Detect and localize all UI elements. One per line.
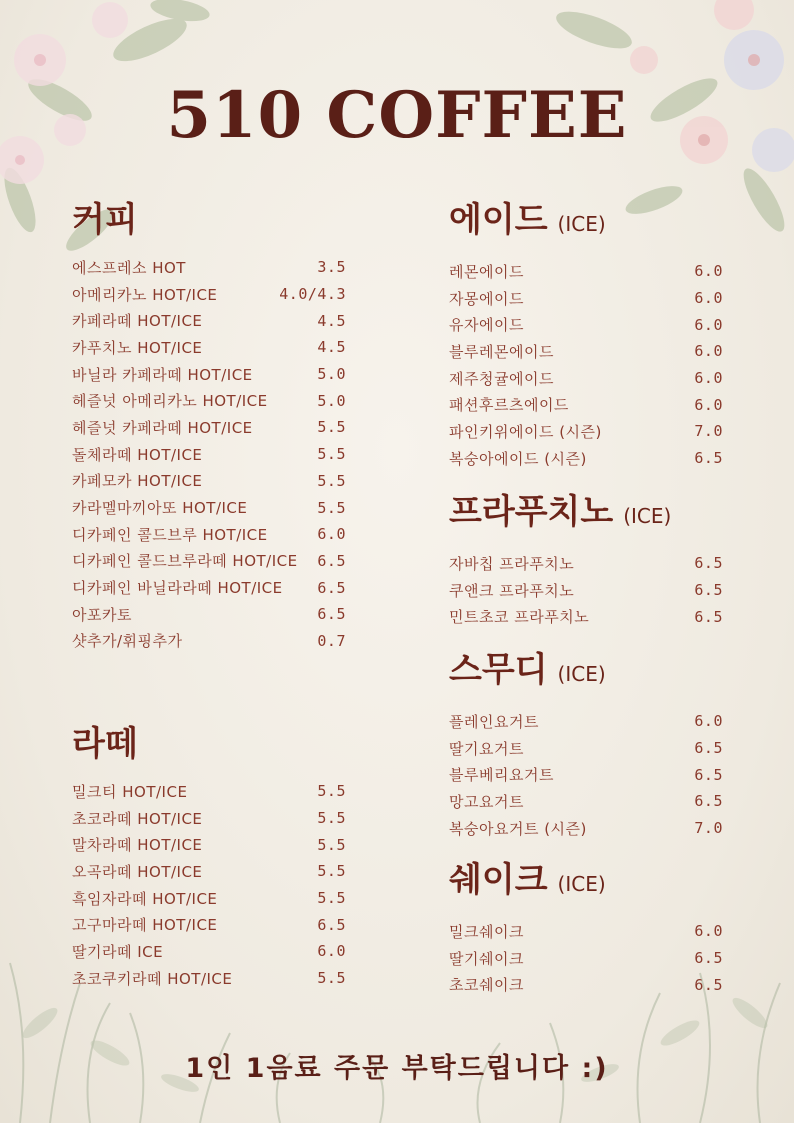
section-ade — [449, 200, 723, 472]
menu-item — [72, 441, 346, 468]
section-heading-text: 스무디 — [449, 650, 548, 690]
item-name: 블루레몬에이드 — [449, 342, 554, 361]
item-name: 디카페인 바닐라라떼 HOT/ICE — [72, 579, 283, 598]
item-price: 6.5 — [317, 915, 346, 934]
item-name: 민트초코 프라푸치노 — [449, 608, 590, 627]
item-name: 제주청귤에이드 — [449, 369, 554, 388]
menu-item — [72, 911, 346, 938]
item-name: 에스프레소 HOT — [72, 258, 186, 277]
item-name: 아포카토 — [72, 605, 132, 624]
menu-item — [449, 735, 723, 762]
section-subtitle: (ICE) — [557, 212, 606, 236]
menu-item — [72, 601, 346, 628]
section-heading-text: 에이드 — [449, 200, 548, 240]
item-name: 헤즐넛 카페라떼 HOT/ICE — [72, 418, 253, 437]
menu-item — [449, 391, 723, 418]
item-price: 6.5 — [694, 449, 723, 468]
item-name: 초코라떼 HOT/ICE — [72, 809, 203, 828]
item-price: 6.0 — [694, 922, 723, 941]
item-price: 4.0/4.3 — [279, 285, 346, 304]
item-name: 파인키위에이드 (시즌) — [449, 422, 602, 441]
item-name: 샷추가/휘핑추가 — [72, 632, 183, 651]
section-heading — [449, 200, 723, 244]
item-price: 6.5 — [694, 765, 723, 784]
item-price: 5.5 — [317, 418, 346, 437]
menu-item — [72, 574, 346, 601]
item-price: 5.5 — [317, 889, 346, 908]
item-name: 블루베리요거트 — [449, 766, 554, 785]
item-name: 카푸치노 HOT/ICE — [72, 338, 203, 357]
item-price: 6.5 — [694, 975, 723, 994]
menu-item — [72, 778, 346, 805]
section-frappuccino — [449, 492, 723, 630]
section-coffee — [72, 200, 346, 654]
menu-item — [72, 387, 346, 414]
section-heading-text: 라떼 — [72, 724, 138, 764]
item-price: 6.5 — [317, 605, 346, 624]
item-price: 5.5 — [317, 862, 346, 881]
section-heading — [449, 860, 723, 904]
item-name: 돌체라떼 HOT/ICE — [72, 445, 203, 464]
menu-item — [72, 334, 346, 361]
item-price: 6.5 — [694, 792, 723, 811]
menu-item — [72, 307, 346, 334]
menu-item — [449, 945, 723, 972]
section-subtitle: (ICE) — [557, 872, 606, 896]
item-price: 5.5 — [317, 471, 346, 490]
menu-item — [72, 494, 346, 521]
item-list — [72, 778, 346, 992]
item-name: 자바칩 프라푸치노 — [449, 554, 575, 573]
menu-item — [72, 548, 346, 575]
item-name: 카페라떼 HOT/ICE — [72, 312, 203, 331]
item-price: 6.0 — [317, 525, 346, 544]
item-price: 5.5 — [317, 498, 346, 517]
menu-item — [449, 761, 723, 788]
section-subtitle: (ICE) — [623, 504, 672, 528]
item-name: 쿠앤크 프라푸치노 — [449, 581, 575, 600]
menu-item — [449, 788, 723, 815]
menu-item — [72, 938, 346, 965]
menu-item — [449, 258, 723, 285]
section-heading — [449, 492, 723, 536]
item-price: 5.0 — [317, 365, 346, 384]
menu-item — [449, 577, 723, 604]
menu-item — [449, 338, 723, 365]
menu-item — [449, 445, 723, 472]
menu-item — [449, 365, 723, 392]
menu-item — [72, 281, 346, 308]
item-price: 6.5 — [317, 578, 346, 597]
item-price: 5.5 — [317, 835, 346, 854]
item-price: 6.0 — [694, 315, 723, 334]
item-name: 디카페인 콜드브루 HOT/ICE — [72, 525, 268, 544]
item-list — [449, 708, 723, 841]
item-price: 6.0 — [694, 395, 723, 414]
item-price: 3.5 — [317, 258, 346, 277]
menu-item — [72, 885, 346, 912]
menu-item — [72, 805, 346, 832]
item-name: 바닐라 카페라떼 HOT/ICE — [72, 365, 253, 384]
menu-item — [72, 858, 346, 885]
menu-item — [449, 603, 723, 630]
footer-notice: 1인 1음료 주문 부탁드립니다 :) — [185, 1053, 609, 1084]
item-price: 4.5 — [317, 338, 346, 357]
menu-item — [449, 971, 723, 998]
menu-title: 510 COFFEE — [166, 78, 628, 153]
menu-item — [72, 414, 346, 441]
item-name: 디카페인 콜드브루라떼 HOT/ICE — [72, 552, 298, 571]
item-name: 딸기라떼 ICE — [72, 942, 164, 961]
item-price: 0.7 — [317, 631, 346, 650]
section-subtitle: (ICE) — [557, 662, 606, 686]
item-name: 아메리카노 HOT/ICE — [72, 285, 218, 304]
item-name: 레몬에이드 — [449, 262, 524, 281]
item-price: 7.0 — [694, 422, 723, 441]
item-price: 6.5 — [694, 739, 723, 758]
menu-item — [72, 831, 346, 858]
menu-item — [72, 965, 346, 992]
menu-item — [449, 918, 723, 945]
section-heading — [72, 724, 346, 764]
item-name: 복숭아요거트 (시즌) — [449, 819, 587, 838]
item-name: 고구마라떼 HOT/ICE — [72, 916, 218, 935]
menu-item — [449, 311, 723, 338]
item-price: 6.0 — [694, 289, 723, 308]
menu-item — [72, 254, 346, 281]
item-name: 망고요거트 — [449, 792, 524, 811]
item-name: 패션후르츠에이드 — [449, 396, 569, 415]
item-list — [449, 550, 723, 630]
item-price: 6.5 — [694, 581, 723, 600]
section-latte — [72, 724, 346, 992]
item-name: 유자에이드 — [449, 316, 524, 335]
item-name: 딸기요거트 — [449, 739, 524, 758]
menu-item — [72, 361, 346, 388]
item-name: 딸기쉐이크 — [449, 949, 524, 968]
item-price: 7.0 — [694, 819, 723, 838]
item-name: 말차라떼 HOT/ICE — [72, 836, 203, 855]
menu-item — [449, 285, 723, 312]
item-price: 6.0 — [694, 369, 723, 388]
menu-item — [72, 521, 346, 548]
item-name: 플레인요거트 — [449, 712, 539, 731]
menu-item — [449, 708, 723, 735]
item-price: 5.5 — [317, 445, 346, 464]
item-price: 6.5 — [694, 554, 723, 573]
item-name: 복숭아에이드 (시즌) — [449, 449, 587, 468]
item-name: 카페모카 HOT/ICE — [72, 472, 203, 491]
menu-item — [72, 628, 346, 655]
item-price: 5.0 — [317, 391, 346, 410]
item-price: 5.5 — [317, 969, 346, 988]
menu-item — [449, 815, 723, 842]
section-heading-text: 커피 — [72, 200, 138, 240]
item-price: 6.0 — [694, 342, 723, 361]
item-price: 6.5 — [317, 551, 346, 570]
item-name: 헤즐넛 아메리카노 HOT/ICE — [72, 392, 268, 411]
item-price: 6.0 — [317, 942, 346, 961]
item-name: 밀크쉐이크 — [449, 922, 524, 941]
section-heading-text: 쉐이크 — [449, 860, 548, 900]
item-list — [72, 254, 346, 654]
item-name: 밀크티 HOT/ICE — [72, 782, 188, 801]
item-name: 초코쉐이크 — [449, 976, 524, 995]
section-heading — [449, 650, 723, 694]
item-price: 4.5 — [317, 311, 346, 330]
item-name: 자몽에이드 — [449, 289, 524, 308]
item-list — [449, 918, 723, 998]
section-heading-text: 프라푸치노 — [449, 492, 614, 532]
item-price: 6.5 — [694, 607, 723, 626]
item-price: 5.5 — [317, 809, 346, 828]
menu-item — [449, 418, 723, 445]
item-price: 6.0 — [694, 262, 723, 281]
item-list — [449, 258, 723, 472]
section-heading — [72, 200, 346, 240]
item-price: 6.5 — [694, 949, 723, 968]
item-name: 오곡라떼 HOT/ICE — [72, 862, 203, 881]
section-smoothie — [449, 650, 723, 841]
menu-item — [449, 550, 723, 577]
item-name: 초코쿠키라떼 HOT/ICE — [72, 969, 233, 988]
section-shake — [449, 860, 723, 998]
item-name: 카라멜마끼아또 HOT/ICE — [72, 499, 248, 518]
item-price: 6.0 — [694, 712, 723, 731]
item-price: 5.5 — [317, 782, 346, 801]
item-name: 흑임자라떼 HOT/ICE — [72, 889, 218, 908]
menu-item — [72, 468, 346, 495]
